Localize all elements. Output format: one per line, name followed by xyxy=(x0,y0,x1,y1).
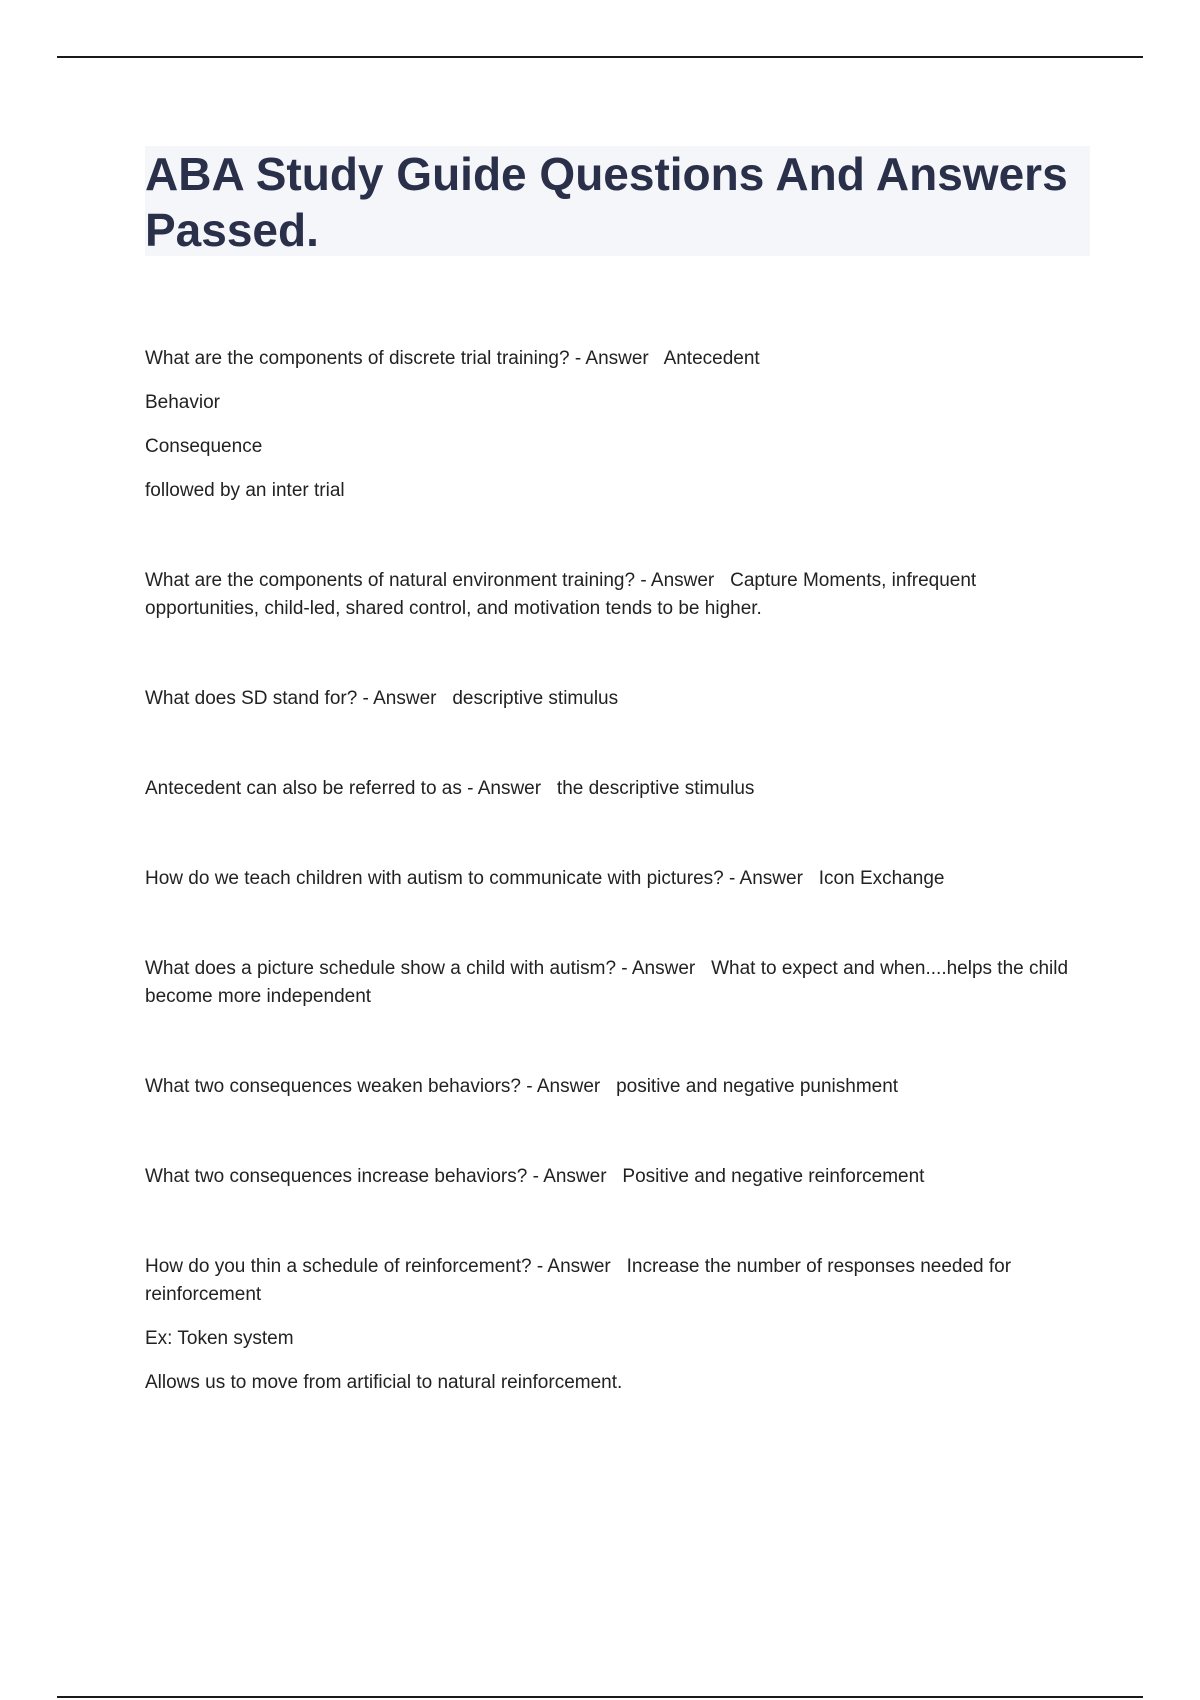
answer-text: descriptive stimulus xyxy=(452,688,619,709)
top-rule xyxy=(57,56,1143,58)
answer-text: Positive and negative reinforcement xyxy=(622,1166,925,1187)
qa-item xyxy=(145,865,1090,893)
qa-line: What does a picture schedule show a child with autism? - Answer What to expect and when....helps the child become more independent xyxy=(145,958,1069,1007)
qa-line: How do you thin a schedule of reinforcement? - Answer Increase the number of responses needed for reinforcement xyxy=(145,1256,1012,1305)
qa-item xyxy=(145,1163,1090,1191)
answer-text: Increase the number of responses needed for reinforcement xyxy=(145,1256,1012,1305)
qa-line: Antecedent can also be referred to as - Answer the descriptive stimulus xyxy=(145,778,755,799)
qa-line: What are the components of discrete trial training? - Answer Antecedent xyxy=(145,348,760,369)
document-title: ABA Study Guide Questions And Answers Passed. xyxy=(145,148,1068,256)
qa-item xyxy=(145,775,1090,803)
answer-label: Answer xyxy=(373,688,437,709)
question-text: How do you thin a schedule of reinforcement? xyxy=(145,1256,532,1277)
qa-item xyxy=(145,345,1090,505)
question-text: What does a picture schedule show a child with autism? xyxy=(145,958,617,979)
answer-detail-line: Allows us to move from artificial to natural reinforcement. xyxy=(145,1372,623,1393)
answer-label: Answer xyxy=(650,570,715,591)
answer-label: Answer xyxy=(739,868,803,889)
qa-line: How do we teach children with autism to communicate with pictures? - Answer Icon Exchange xyxy=(145,868,945,889)
qa-item xyxy=(145,1073,1090,1101)
answer-label: Answer xyxy=(543,1166,607,1187)
question-text: What two consequences increase behaviors? xyxy=(145,1166,528,1187)
answer-detail-line: Behavior xyxy=(145,392,220,413)
answer-label: Answer xyxy=(631,958,696,979)
qa-item xyxy=(145,955,1090,1011)
answer-label: Answer xyxy=(547,1256,611,1277)
qa-line: What does SD stand for? - Answer descriptive stimulus xyxy=(145,688,619,709)
qa-line: What two consequences weaken behaviors? - Answer positive and negative punishment xyxy=(145,1076,899,1097)
answer-text: Antecedent xyxy=(663,348,760,369)
question-text: Antecedent can also be referred to as xyxy=(145,778,462,799)
answer-text: Icon Exchange xyxy=(818,868,945,889)
question-text: What are the components of natural environment training? xyxy=(145,570,636,591)
title-banner xyxy=(145,146,1090,256)
bottom-rule xyxy=(57,1696,1143,1698)
question-text: What are the components of discrete trial training? xyxy=(145,348,570,369)
answer-detail-line: followed by an inter trial xyxy=(145,480,345,501)
qa-item xyxy=(145,685,1090,713)
answer-text: the descriptive stimulus xyxy=(556,778,755,799)
answer-text: positive and negative punishment xyxy=(616,1076,899,1097)
answer-label: Answer xyxy=(585,348,649,369)
qa-item xyxy=(145,1253,1090,1397)
answer-label: Answer xyxy=(536,1076,601,1097)
answer-label: Answer xyxy=(477,778,542,799)
qa-item xyxy=(145,567,1090,623)
qa-line: What are the components of natural environment training? - Answer Capture Moments, infrequent opportunities, child-led, shared control, and motivation tends to be higher. xyxy=(145,570,977,619)
question-text: What does SD stand for? xyxy=(145,688,358,709)
qa-line: What two consequences increase behaviors? - Answer Positive and negative reinforcement xyxy=(145,1166,925,1187)
answer-detail-line: Ex: Token system xyxy=(145,1328,294,1349)
answer-detail-line: Consequence xyxy=(145,436,263,457)
question-text: How do we teach children with autism to communicate with pictures? xyxy=(145,868,724,889)
qa-list xyxy=(145,345,1090,1459)
question-text: What two consequences weaken behaviors? xyxy=(145,1076,522,1097)
answer-text: What to expect and when....helps the child become more independent xyxy=(145,958,1069,1007)
answer-text: Capture Moments, infrequent opportunities, child-led, shared control, and motivation tends to be higher. xyxy=(145,570,977,619)
